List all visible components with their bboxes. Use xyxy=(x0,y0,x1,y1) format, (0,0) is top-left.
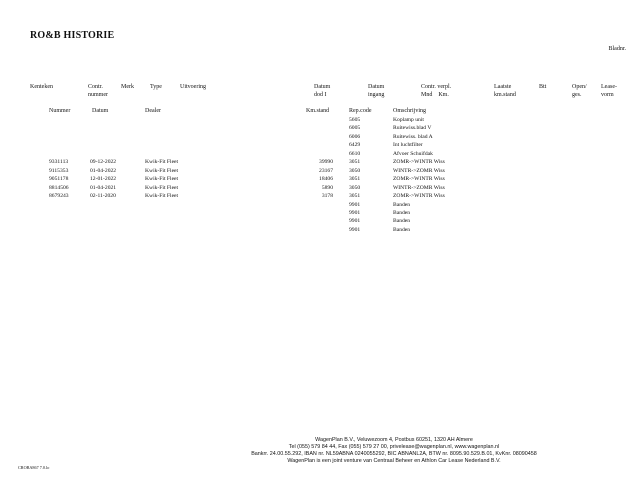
cell-dealer: Kwik-Fit Fleet xyxy=(145,193,179,200)
table-row xyxy=(0,159,640,167)
cell-repcode: 6429 xyxy=(349,142,361,149)
subheader-repcode: Rep.code xyxy=(349,108,372,114)
cell-repcode: 9901 xyxy=(349,209,361,216)
header-btt: Btt xyxy=(539,84,547,90)
header-contract-number: Contr. nummer xyxy=(88,84,108,98)
cell-omschrijving: WINTR->ZOMR Wiss xyxy=(393,167,445,174)
subheader-nummer: Nummer xyxy=(49,108,71,114)
header-uitvoering: Uitvoering xyxy=(180,84,206,90)
footer-line: WagenPlan is een joint venture van Centraal Beheer en Athlon Car Lease Nederland B.V. xyxy=(287,458,501,464)
cell-nummer: 9331113 xyxy=(49,159,69,166)
cell-kmstand: 23167 xyxy=(319,167,333,174)
table-row xyxy=(0,227,640,235)
header-type: Type xyxy=(150,84,162,90)
cell-repcode: 3051 xyxy=(349,193,361,200)
cell-omschrijving: Ruitewiss.blad V xyxy=(393,125,432,132)
header-kenteken: Kenteken xyxy=(30,84,53,90)
cell-datum: 01-04-2022 xyxy=(90,167,117,174)
table-row xyxy=(0,168,640,176)
header-laatste-kmstand: Laatste km.stand xyxy=(494,84,516,98)
cell-nummer: 8679243 xyxy=(49,193,69,200)
cell-datum: 02-11-2020 xyxy=(90,193,116,200)
document-code: CROBA867 7.0.lo xyxy=(18,465,50,470)
cell-repcode: 3051 xyxy=(349,159,361,166)
cell-repcode: 3051 xyxy=(349,176,361,183)
cell-datum: 12-01-2022 xyxy=(90,176,117,183)
header-merk: Merk xyxy=(121,84,134,90)
header-datum-dod: Datum dod I xyxy=(314,84,331,98)
table-row xyxy=(0,176,640,184)
cell-omschrijving: Banden xyxy=(393,218,411,225)
cell-kmstand: 5890 xyxy=(321,184,333,191)
table-row xyxy=(0,125,640,133)
cell-dealer: Kwik-Fit Fleet xyxy=(145,159,179,166)
cell-omschrijving: ZOMR->WINTR Wiss xyxy=(393,193,445,200)
table-row xyxy=(0,193,640,201)
cell-nummer: 8814506 xyxy=(49,184,69,191)
cell-datum: 01-04-2021 xyxy=(90,184,117,191)
cell-repcode: 9901 xyxy=(349,201,361,208)
cell-repcode: 3050 xyxy=(349,184,361,191)
subheader-omschrijving: Omschrijving xyxy=(393,108,426,114)
table-row xyxy=(0,202,640,210)
subheader-kmstand: Km.stand xyxy=(306,108,330,114)
cell-omschrijving: Ruitewiss. blad A xyxy=(393,133,433,140)
cell-omschrijving: Koplamp unit xyxy=(393,117,424,123)
cell-nummer: 9115353 xyxy=(49,167,69,174)
header-contract-verplichting: Contr. verpl. Mnd Km. xyxy=(421,84,452,98)
cell-nummer: 9051178 xyxy=(49,176,69,183)
page-title: RO&B HISTORIE xyxy=(30,30,115,41)
cell-omschrijving: Banden xyxy=(393,209,411,216)
cell-repcode: 3050 xyxy=(349,167,361,174)
cell-dealer: Kwik-Fit Fleet xyxy=(145,184,179,191)
footer-line: Bankrr. 24.00.55.292, IBAN nr. NL59ABNA 0240055292, BIC ABNANL2A, BTW nr. 8095.90.529.B.01, KvKnr. 08090458 xyxy=(251,451,537,457)
cell-omschrijving: WINTR->ZOMR Wiss xyxy=(393,184,445,191)
cell-repcode: 5605 xyxy=(349,117,361,123)
cell-omschrijving: ZOMR->WINTR Wiss xyxy=(393,176,445,183)
cell-dealer: Kwik-Fit Fleet xyxy=(145,176,179,183)
subheader-datum: Datum xyxy=(92,108,109,114)
cell-omschrijving: Banden xyxy=(393,226,411,233)
cell-repcode: 6610 xyxy=(349,150,361,157)
header-open-gesloten: Open/ ges. xyxy=(572,84,587,98)
table-row xyxy=(0,218,640,226)
table-row xyxy=(0,151,640,159)
header-lease-vorm: Lease- vorm xyxy=(601,84,617,98)
table-row xyxy=(0,134,640,142)
table-row xyxy=(0,185,640,193)
cell-kmstand: 18406 xyxy=(319,176,333,183)
table-row xyxy=(0,142,640,150)
subheader-dealer: Dealer xyxy=(145,108,161,114)
table-row xyxy=(0,117,640,125)
cell-repcode: 6005 xyxy=(349,125,361,132)
cell-kmstand: 3178 xyxy=(321,193,333,200)
cell-omschrijving: Int luchtfilter xyxy=(393,142,423,149)
cell-repcode: 9901 xyxy=(349,218,361,225)
footer-line: Tel (055) 579 84 44, Fax (055) 579 27 00, privelease@wagenplan.nl, www.wagenplan.nl xyxy=(288,444,500,450)
cell-repcode: 6006 xyxy=(349,133,361,140)
cell-omschrijving: Banden xyxy=(393,201,411,208)
table-row xyxy=(0,210,640,218)
company-footer xyxy=(0,437,640,465)
cell-omschrijving: ZOMR->WINTR Wiss xyxy=(393,159,445,166)
cell-dealer: Kwik-Fit Fleet xyxy=(145,167,179,174)
header-datum-ingang: Datum ingang xyxy=(368,84,385,98)
cell-repcode: 9901 xyxy=(349,226,361,233)
cell-kmstand: 39990 xyxy=(319,159,333,166)
cell-omschrijving: Afvoer Schuifdak xyxy=(393,150,433,157)
footer-line: WagenPlan B.V., Veluwezoom 4, Postbus 60251, 1320 AH Almere xyxy=(315,437,473,443)
cell-datum: 09-12-2022 xyxy=(90,159,117,166)
page-number-label: Bladnr. xyxy=(608,46,626,52)
